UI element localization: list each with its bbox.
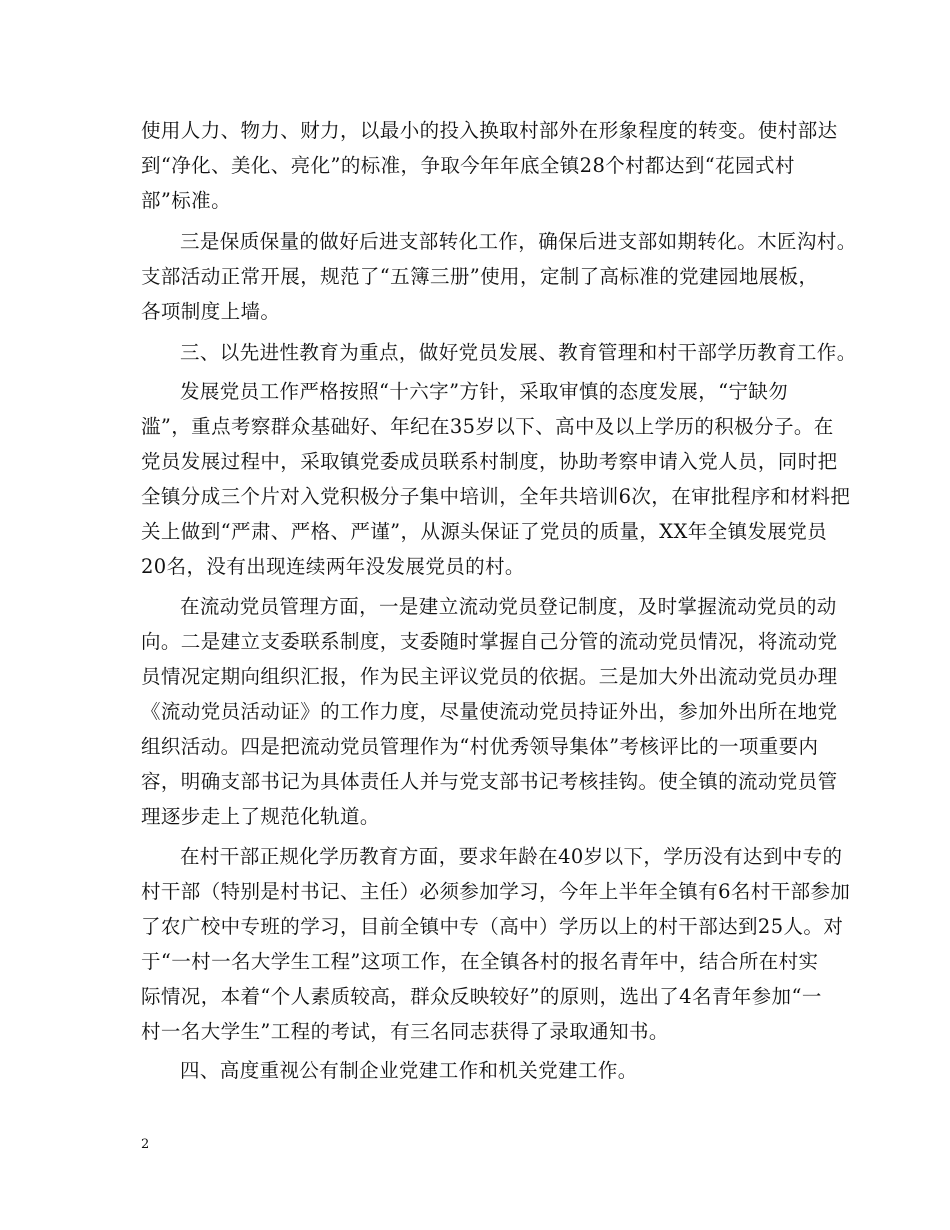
text-line: 村一名大学生”工程的考试，有三名同志获得了录取通知书。 bbox=[141, 1020, 669, 1043]
text-line: 组织活动。四是把流动党员管理作为“村优秀领导集体”考核评比的一项重要内 bbox=[141, 735, 819, 758]
text-line: 20名，没有出现连续两年没发展党员的村。 bbox=[141, 555, 525, 578]
text-line: 各项制度上墙。 bbox=[141, 300, 281, 323]
text-line: 《流动党员活动证》的工作力度，尽量使流动党员持证外出，参加外出所在地党 bbox=[141, 700, 838, 723]
text-line: 关上做到“严肃、严格、严谨”，从源头保证了党员的质量，XX年全镇发展党员 bbox=[141, 520, 828, 543]
text-line: 部”标准。 bbox=[141, 189, 231, 212]
text-line: 全镇分成三个片对入党积极分子集中培训，全年共培训6次，在审批程序和材料把 bbox=[141, 485, 851, 508]
text-line: 员情况定期向组织汇报，作为民主评议党员的依据。三是加大外出流动党员办理 bbox=[141, 665, 838, 688]
section-heading: 四、高度重视公有制企业党建工作和机关党建工作。 bbox=[180, 1059, 638, 1082]
text-line: 村干部（特别是村书记、主任）必须参加学习，今年上半年全镇有6名村干部参加 bbox=[141, 880, 851, 903]
text-line: 于“一村一名大学生工程”这项工作，在全镇各村的报名青年中，结合所在村实 bbox=[141, 950, 819, 973]
text-line: 了农广校中专班的学习，目前全镇中专（高中）学历以上的村干部达到25人。对 bbox=[141, 915, 844, 938]
page-number: 2 bbox=[141, 1137, 150, 1152]
text-line: 在村干部正规化学历教育方面，要求年龄在40岁以下，学历没有达到中专的 bbox=[180, 845, 843, 868]
text-line: 发展党员工作严格按照“十六字”方针，采取审慎的态度发展，“宁缺勿 bbox=[180, 380, 789, 403]
text-line: 理逐步走上了规范化轨道。 bbox=[141, 805, 380, 828]
text-line: 际情况，本着“个人素质较高，群众反映较好”的原则，选出了4名青年参加“一 bbox=[141, 985, 822, 1008]
section-heading: 三、以先进性教育为重点，做好党员发展、教育管理和村干部学历教育工作。 bbox=[180, 341, 857, 364]
text-line: 党员发展过程中，采取镇党委成员联系村制度，协助考察申请入党人员，同时把 bbox=[141, 450, 838, 473]
text-line: 容，明确支部书记为具体责任人并与党支部书记考核挂钩。使全镇的流动党员管 bbox=[141, 770, 838, 793]
text-line: 三是保质保量的做好后进支部转化工作，确保后进支部如期转化。木匠沟村。 bbox=[180, 230, 857, 253]
text-line: 在流动党员管理方面，一是建立流动党员登记制度，及时掌握流动党员的动 bbox=[180, 595, 837, 618]
text-line: 使用人力、物力、财力，以最小的投入换取村部外在形象程度的转变。使村部达 bbox=[141, 119, 838, 142]
text-line: 向。二是建立支委联系制度，支委随时掌握自己分管的流动党员情况，将流动党 bbox=[141, 630, 838, 653]
text-line: 滥”，重点考察群众基础好、年纪在35岁以下、高中及以上学历的积极分子。在 bbox=[141, 415, 834, 438]
text-line: 支部活动正常开展，规范了“五簿三册”使用，定制了高标准的党建园地展板， bbox=[141, 265, 819, 288]
text-line: 到“净化、美化、亮化”的标准，争取今年年底全镇28个村都达到“花园式村 bbox=[141, 154, 795, 177]
